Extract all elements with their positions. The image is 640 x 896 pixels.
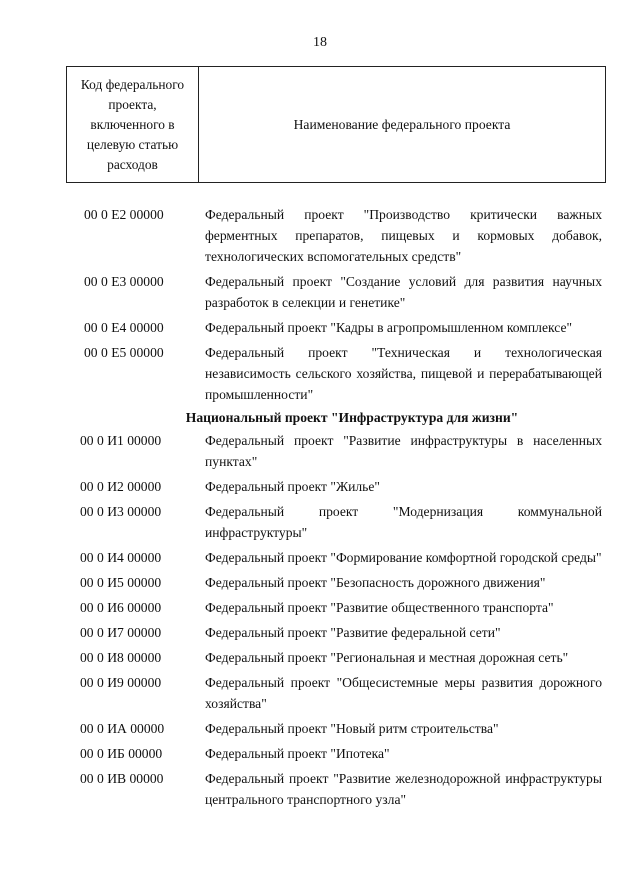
project-name: Федеральный проект "Создание условий для развития научных разработок в селекции и генетике" (205, 274, 602, 310)
table-row (72, 597, 602, 618)
table-header (66, 66, 606, 183)
table-row (72, 743, 602, 764)
project-code: 00 0 И1 00000 (80, 433, 162, 448)
project-name: Федеральный проект "Развитие железнодорожной инфраструктуры центрального транспортного узла" (205, 771, 602, 807)
project-code: 00 0 Е3 00000 (84, 274, 164, 289)
project-name: Федеральный проект "Модернизация коммунальной инфраструктуры" (205, 504, 602, 540)
table-row (72, 501, 602, 543)
table-row (72, 342, 602, 405)
project-name: Федеральный проект "Ипотека" (205, 746, 390, 761)
project-list (72, 204, 602, 814)
table-row (72, 430, 602, 472)
table-row (72, 647, 602, 668)
project-code: 00 0 И2 00000 (80, 479, 162, 494)
page-number: 18 (313, 35, 327, 50)
project-code: 00 0 Е5 00000 (84, 345, 164, 360)
table-row (72, 271, 602, 313)
project-code: 00 0 Е2 00000 (84, 207, 164, 222)
table-row (72, 317, 602, 338)
project-code: 00 0 И6 00000 (80, 600, 162, 615)
project-name: Федеральный проект "Кадры в агропромышленном комплексе" (205, 320, 573, 335)
project-name: Федеральный проект "Развитие инфраструктуры в населенных пунктах" (205, 433, 602, 469)
project-code: 00 0 И3 00000 (80, 504, 162, 519)
project-name: Федеральный проект "Общесистемные меры развития дорожного хозяйства" (205, 675, 602, 711)
section-title: Национальный проект "Инфраструктура для жизни" (185, 410, 519, 425)
table-row (72, 622, 602, 643)
project-name: Федеральный проект "Производство критически важных ферментных препаратов, пищевых и кормовых добавок, технологических вспомогательных средств" (205, 207, 602, 264)
project-code: 00 0 И7 00000 (80, 625, 162, 640)
header-code-column: Код федерального проекта, включенного в целевую статью расходов (67, 67, 199, 182)
project-name: Федеральный проект "Развитие общественного транспорта" (205, 600, 554, 615)
project-code: 00 0 И9 00000 (80, 675, 162, 690)
table-row (72, 476, 602, 497)
table-row (72, 718, 602, 739)
table-row (72, 572, 602, 593)
project-name: Федеральный проект "Жилье" (205, 479, 380, 494)
table-row (72, 768, 602, 810)
table-row (72, 204, 602, 267)
project-code: 00 0 И5 00000 (80, 575, 162, 590)
project-name: Федеральный проект "Техническая и технологическая независимость сельского хозяйства, пищевой и перерабатывающей промышленности" (205, 345, 602, 402)
project-code: 00 0 И8 00000 (80, 650, 162, 665)
project-code: 00 0 ИВ 00000 (80, 771, 164, 786)
project-name: Федеральный проект "Развитие федеральной сети" (205, 625, 501, 640)
header-name-column: Наименование федерального проекта (293, 117, 511, 132)
table-row (72, 672, 602, 714)
project-name: Федеральный проект "Новый ритм строительства" (205, 721, 499, 736)
table-row (72, 547, 602, 568)
project-name: Федеральный проект "Безопасность дорожного движения" (205, 575, 546, 590)
project-name: Федеральный проект "Региональная и местная дорожная сеть" (205, 650, 569, 665)
project-code: 00 0 ИА 00000 (80, 721, 165, 736)
project-name: Федеральный проект "Формирование комфортной городской среды" (205, 550, 602, 565)
project-code: 00 0 И4 00000 (80, 550, 162, 565)
project-code: 00 0 ИБ 00000 (80, 746, 163, 761)
project-code: 00 0 Е4 00000 (84, 320, 164, 335)
